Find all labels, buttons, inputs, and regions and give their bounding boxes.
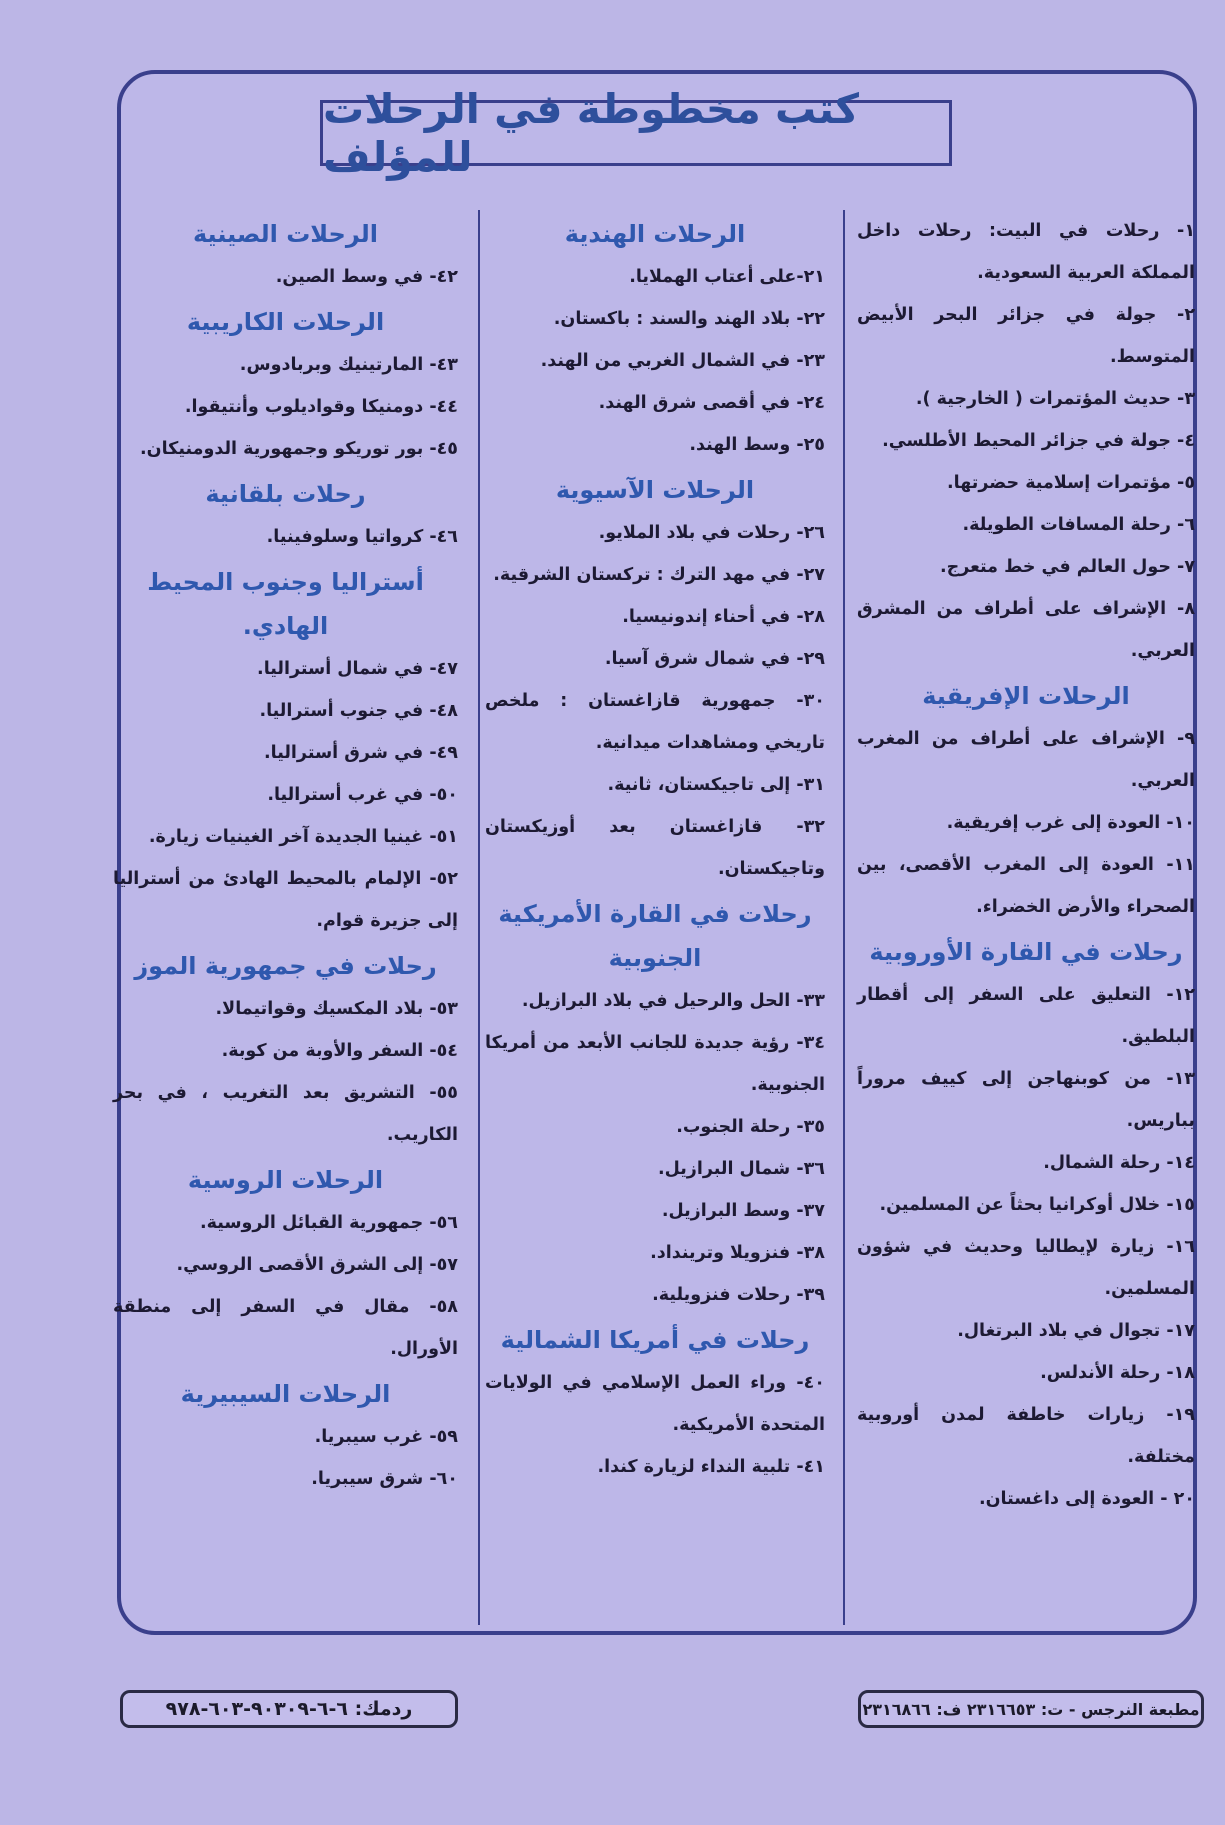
book-item: ٥٢- الإلمام بالمحيط الهادئ من أستراليا إلى جزيرة قوام. xyxy=(113,869,458,931)
book-item: ٦٠- شرق سيبريا. xyxy=(311,1469,458,1489)
book-item: ١٩- زيارات خاطفة لمدن أوروبية مختلفة. xyxy=(857,1405,1195,1467)
section-heading: الرحلات الهندية xyxy=(564,220,746,248)
section-heading: أستراليا وجنوب المحيط الهادي. xyxy=(147,568,424,640)
book-item: ٥- مؤتمرات إسلامية حضرتها. xyxy=(947,473,1195,493)
book-item: ٣٠- جمهورية قازاغستان : ملخص تاريخي ومشاهدات ميدانية. xyxy=(485,691,825,753)
section-heading: رحلات في أمريكا الشمالية xyxy=(500,1326,810,1354)
book-item: ٥٥- التشريق بعد التغريب ، في بحر الكاريب. xyxy=(113,1083,458,1145)
book-item: ١٧- تجوال في بلاد البرتغال. xyxy=(957,1321,1195,1341)
book-item: ٣٦- شمال البرازيل. xyxy=(657,1159,825,1179)
book-item: ٥٣- بلاد المكسيك وقواتيمالا. xyxy=(215,999,458,1019)
book-item: ١٠- العودة إلى غرب إفريقية. xyxy=(946,813,1195,833)
section-heading: الرحلات الكاريبية xyxy=(186,308,385,336)
book-item: ٣٩- رحلات فنزويلية. xyxy=(652,1285,825,1305)
section-heading: الرحلات السيبيرية xyxy=(180,1380,391,1408)
book-item: ٤١- تلبية النداء لزيارة كندا. xyxy=(597,1457,825,1477)
book-item: ٥٨- مقال في السفر إلى منطقة الأورال. xyxy=(113,1297,458,1359)
column-right xyxy=(857,210,1195,1625)
book-item: ٣٢- قازاغستان بعد أوزيكستان وتاجيكستان. xyxy=(485,817,825,879)
book-item: ٢٣- في الشمال الغربي من الهند. xyxy=(540,351,825,371)
book-item: ٤٨- في جنوب أستراليا. xyxy=(259,701,458,721)
section-heading: رحلات في القارة الأوروبية xyxy=(869,938,1183,966)
book-item: ٩- الإشراف على أطراف من المغرب العربي. xyxy=(857,729,1195,791)
book-item: ٦- رحلة المسافات الطويلة. xyxy=(962,515,1195,535)
book-item: ٢٥- وسط الهند. xyxy=(689,435,825,455)
printer-box: مطبعة النرجس - ت: ٢٣١٦٦٥٣ ف: ٢٣١٦٨٦٦ xyxy=(858,1690,1204,1728)
book-item: ٤٠- وراء العمل الإسلامي في الولايات المتحدة الأمريكية. xyxy=(485,1373,825,1435)
book-item: ٥٠- في غرب أستراليا. xyxy=(267,785,458,805)
section-heading: رحلات في جمهورية الموز xyxy=(134,952,437,980)
book-item: ٣٣- الحل والرحيل في بلاد البرازيل. xyxy=(521,991,825,1011)
book-item: ٣٥- رحلة الجنوب. xyxy=(676,1117,825,1137)
book-item: ٤٥- بور توريكو وجمهورية الدومنيكان. xyxy=(140,439,458,459)
section-heading: رحلات بلقانية xyxy=(205,480,366,508)
book-item: ٨- الإشراف على أطراف من المشرق العربي. xyxy=(857,599,1195,661)
book-item: ٤٦- كرواتيا وسلوفينيا. xyxy=(266,527,458,547)
book-item: ٢٤- في أقصى شرق الهند. xyxy=(598,393,825,413)
isbn-box: ردمك: ٦-٦-٩٠٣٠٩-٦٠٣-٩٧٨ xyxy=(120,1690,458,1728)
book-item: ٥٦- جمهورية القبائل الروسية. xyxy=(199,1213,458,1233)
book-item: ١٦- زيارة لإيطاليا وحديث في شؤون المسلمين. xyxy=(857,1237,1195,1299)
section-heading: الرحلات الآسيوية xyxy=(555,476,755,504)
book-item: ٢٨- في أحناء إندونيسيا. xyxy=(622,607,825,627)
book-item: ٢١-على أعتاب الهملايا. xyxy=(629,267,825,287)
book-item: ٣٨- فنزويلا وترينداد. xyxy=(650,1243,825,1263)
book-item: ٤٢- في وسط الصين. xyxy=(275,267,458,287)
book-item: ٢٩- في شمال شرق آسيا. xyxy=(604,649,825,669)
book-item: ٣١- إلى تاجيكستان، ثانية. xyxy=(607,775,825,795)
book-item: ٣٤- رؤية جديدة للجانب الأبعد من أمريكا الجنوبية. xyxy=(485,1033,825,1095)
book-item: ٢٧- في مهد الترك : تركستان الشرقية. xyxy=(493,565,825,585)
book-item: ٤- جولة في جزائر المحيط الأطلسي. xyxy=(882,431,1195,451)
column-divider xyxy=(478,210,480,1625)
book-item: ٣- حديث المؤتمرات ( الخارجية ). xyxy=(915,389,1195,409)
book-item: ١٤- رحلة الشمال. xyxy=(1043,1153,1195,1173)
book-item: ٧- حول العالم في خط متعرج. xyxy=(939,557,1195,577)
book-item: ١٥- خلال أوكرانيا بحثاً عن المسلمين. xyxy=(879,1195,1195,1215)
book-item: ٤٣- المارتينيك وبربادوس. xyxy=(239,355,458,375)
section-heading: الرحلات الروسية xyxy=(187,1166,384,1194)
book-item: ٢- جولة في جزائر البحر الأبيض المتوسط. xyxy=(857,305,1195,367)
page-title: كتب مخطوطة في الرحلات للمؤلف xyxy=(320,100,952,166)
book-item: ١٣- من كوبنهاجن إلى كييف مروراً بباريس. xyxy=(857,1069,1195,1131)
book-item: ١- رحلات في البيت: رحلات داخل المملكة العربية السعودية. xyxy=(857,221,1195,283)
book-item: ٤٧- في شمال أستراليا. xyxy=(257,659,458,679)
book-item: ٤٩- في شرق أستراليا. xyxy=(264,743,458,763)
column-divider xyxy=(843,210,845,1625)
column-left xyxy=(113,210,458,1625)
book-item: ٥٩- غرب سيبريا. xyxy=(314,1427,458,1447)
book-item: ١١- العودة إلى المغرب الأقصى، بين الصحراء والأرض الخضراء. xyxy=(857,855,1195,917)
book-item: ٥٤- السفر والأوبة من كوبة. xyxy=(221,1041,458,1061)
book-item: ٥١- غينيا الجديدة آخر الغينيات زيارة. xyxy=(148,827,458,847)
book-item: ٢٢- بلاد الهند والسند : باكستان. xyxy=(553,309,825,329)
book-item: ٥٧- إلى الشرق الأقصى الروسي. xyxy=(176,1255,458,1275)
book-item: ٣٧- وسط البرازيل. xyxy=(661,1201,825,1221)
section-heading: رحلات في القارة الأمريكية الجنوبية xyxy=(498,900,812,972)
section-heading: الرحلات الصينية xyxy=(193,220,378,248)
book-item: ٢٦- رحلات في بلاد الملايو. xyxy=(598,523,825,543)
section-heading: الرحلات الإفريقية xyxy=(922,682,1130,710)
book-item: ١٢- التعليق على السفر إلى أقطار البلطيق. xyxy=(857,985,1195,1047)
column-middle xyxy=(485,210,825,1625)
book-item: ١٨- رحلة الأندلس. xyxy=(1040,1363,1195,1383)
book-item: ٢٠ - العودة إلى داغستان. xyxy=(978,1489,1195,1509)
book-item: ٤٤- دومنيكا وقواديلوب وأنتيقوا. xyxy=(184,397,458,417)
